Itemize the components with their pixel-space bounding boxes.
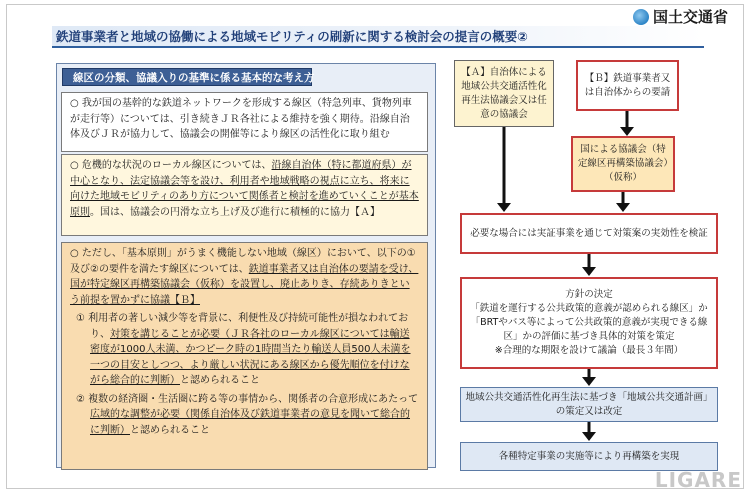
- flow-box-text: 「鉄道を運行する公共政策的意義が認められる線区」か「BRTやバス等によって公共政策的意義が実現できる線区」かの評価に基づき具体的対策を策定: [470, 303, 708, 342]
- flow-box-text: 国による協議会（特定線区再構築協議会）（仮称）: [577, 144, 669, 183]
- flow-box-text: 地域公共交通活性化再生法に基づき「地域公共交通計画」の策定又は改定: [465, 391, 713, 417]
- flow-box-text: 【Ａ】自治体による地域公共交通活性化再生法協議会又は任意の協議会: [461, 66, 547, 120]
- flow-box-text: 【Ｂ】鉄道事業者又は自治体からの要請: [584, 72, 671, 98]
- arrow-head: [582, 267, 596, 276]
- arrow-head: [620, 127, 634, 136]
- requirement-text: 利用者の著しい減少等を背景に、利便性及び持続可能性が損なわれており、: [88, 313, 409, 340]
- bullet-marker: ○: [70, 160, 79, 171]
- requirement-text: と認められること: [180, 375, 260, 386]
- principle-text: ただし、「基本原則」がうまく機能しない地域（線区）において、以下の①及び②の要件を満たす線区については、: [70, 248, 416, 275]
- principle-text-emphasis: 沿線自治体（特に都道府県）が中心となり、法定協議会等を設け、利用者や地域戦略の視点に立ち、将来に向けた地域モビリティのあり方について関係者と検討を進めていくことが基本原則: [70, 160, 419, 218]
- requirement-text: と認められること: [130, 424, 210, 436]
- watermark: LIGARE: [654, 468, 742, 492]
- arrow-head: [582, 432, 596, 441]
- requirement-text-emphasis: 広域的な調整が必要（関係自治体及び鉄道事業者の意見を聞いて総合的に判断）: [90, 409, 410, 436]
- arrow-head: [616, 203, 630, 212]
- principle-text: 。国は、協議会の円滑な立ち上げ及び進行に積極的に協力【Ａ】: [90, 206, 380, 218]
- flow-box-note: ※合理的な期限を設けて議論（最長３年間）: [494, 345, 684, 356]
- flow-box-text: 各種特定事業の実施等により再構築を実現: [498, 450, 680, 462]
- policy-panel-heading: 線区の分類、協議入りの基準に係る基本的な考え方: [62, 68, 312, 86]
- flow-box-title: 方針の決定: [565, 289, 613, 300]
- arrow-head: [497, 203, 511, 212]
- requirement-text: 複数の経済圏・生活圏に跨る等の事情から、関係者の合意形成にあたって: [88, 393, 419, 405]
- page-title: 鉄道事業者と地域の協働による地域モビリティの刷新に関する検討会の提言の概要②: [56, 29, 528, 44]
- requirement-number: ①: [76, 313, 85, 324]
- bullet-marker: ○: [70, 248, 79, 259]
- bullet-marker: ○: [70, 98, 79, 109]
- requirement-text-emphasis: 対策を講じることが必要（ＪＲ各社のローカル線区については輸送密度が1000人未満、かつピーク時の1時間当たり輸送人員500人未満を一つの目安としつつ、より厳しい状況にある線区から優先順位を付けながら総合的に判断）: [90, 328, 411, 386]
- principle-text-emphasis: 鉄道事業者又は自治体の要請を受け、国が特定線区再構築協議会（仮称）を設置し、廃止ありき、存続ありきという前提を置かずに協議【Ｂ】: [70, 263, 419, 306]
- requirement-number: ②: [76, 393, 85, 405]
- ministry-logo-text: 国土交通省: [652, 8, 728, 26]
- principle-text: 我が国の基幹的な鉄道ネットワークを形成する線区（特急列車、貨物列車が走行等）については、引き続きＪＲ各社による維持を強く期待。沿線自治体及びＪＲが協力して、協議会の開催等により線区の活性化に取り組む: [70, 98, 412, 140]
- arrow-head: [582, 377, 596, 386]
- principle-text: 危機的な状況のローカル線区については、: [81, 160, 272, 171]
- flow-box-text: 必要な場合には実証事業を通じて対策案の実効性を検証: [470, 227, 708, 239]
